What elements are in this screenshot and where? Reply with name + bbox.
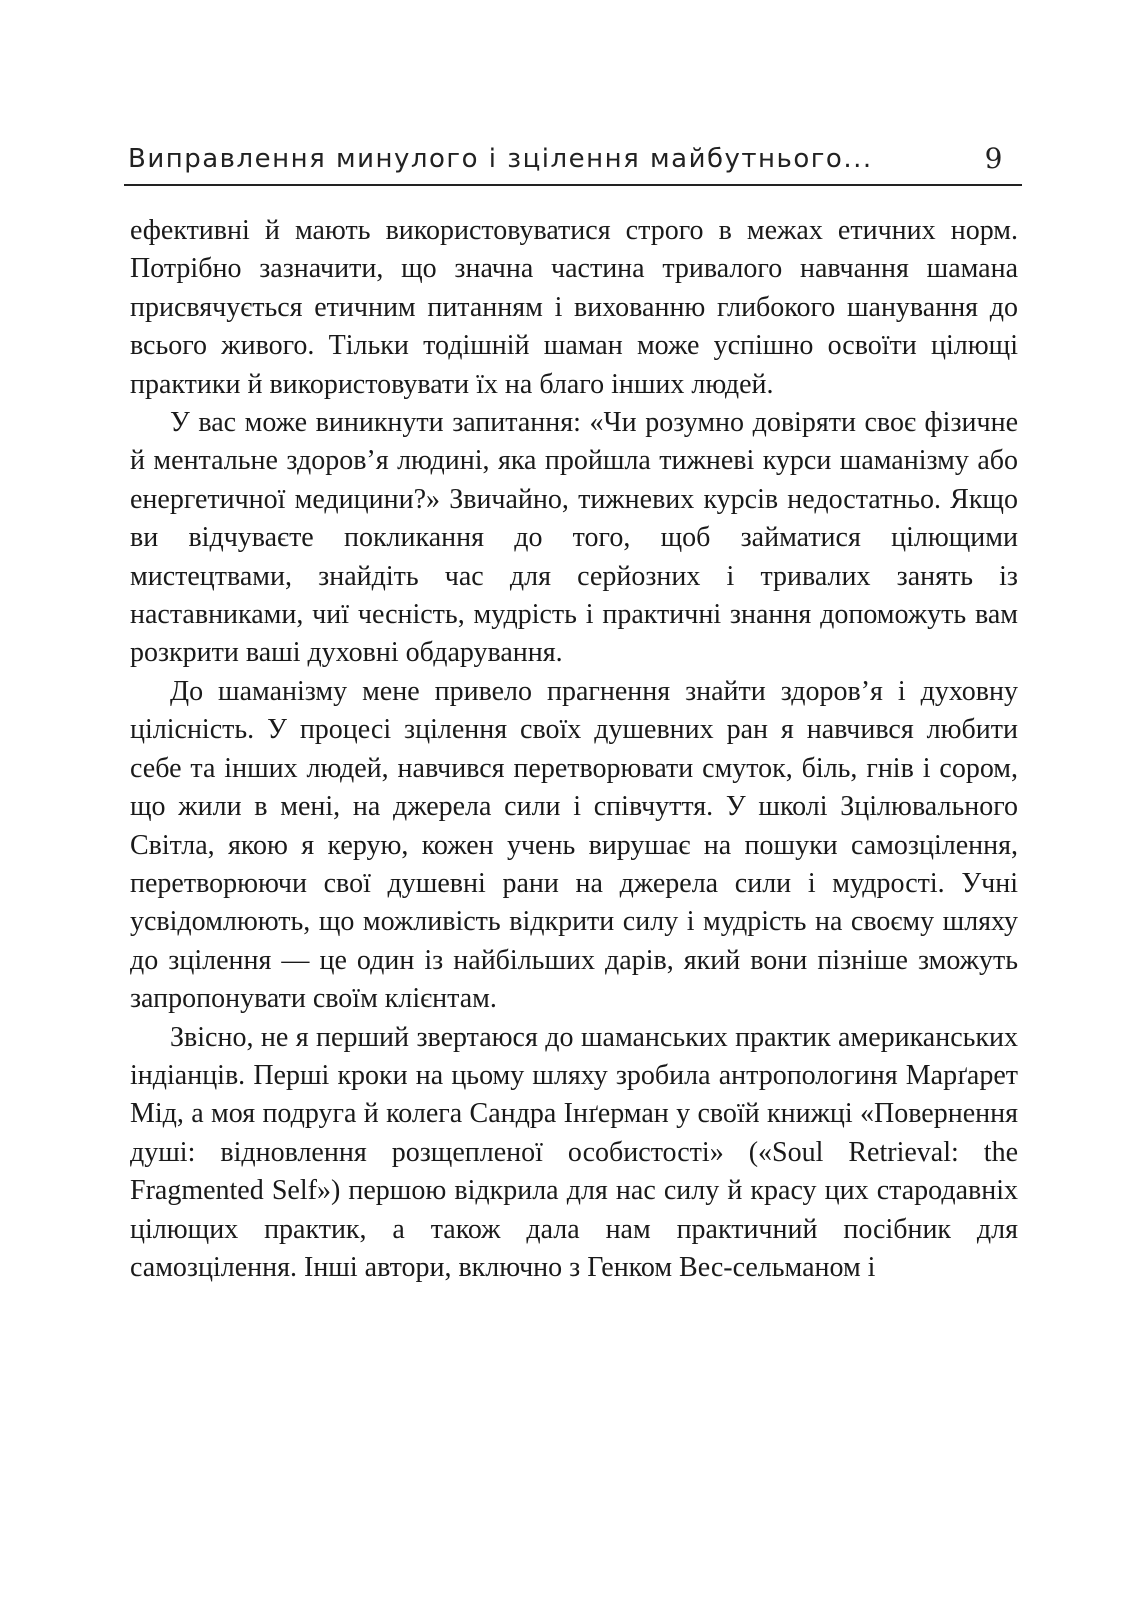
paragraph-1: ефективні й мають використовуватися строго в межах етичних норм. Потрібно зазначити, що значна частина тривалого навчання шамана присвячується етичним питанням і вихованню глибокого шанування до всього живого. Тільки тодішній шаман може успішно освоїти цілющі практики й використовувати їх на благо інших людей. <box>130 215 1018 400</box>
body-text <box>130 212 1018 1287</box>
page-number: 9 <box>984 142 1004 175</box>
running-header-title: Виправлення минулого і зцілення майбутнього... <box>128 144 873 174</box>
header-rule <box>124 184 1022 186</box>
paragraph-4: Звісно, не я перший звертаюся до шаманських практик американських індіанців. Перші кроки на цьому шляху зробила антропологиня Марґарет Мід, а моя подруга й колега Сандра Інґерман у своїй книжці «Повернення душі: відновлення розщепленої особистості» («Soul Retrieval: the Fragmented Self») першою відкрила для нас силу й красу цих стародавніх цілющих практик, а також дала нам практичний посібник для самозцілення. Інші автори, включно з Генком Вес-сельманом і <box>130 1021 1018 1283</box>
running-header <box>128 140 1016 184</box>
paragraph-2: У вас може виникнути запитання: «Чи розумно довіряти своє фізичне й ментальне здоров’я людині, яка пройшла тижневі курси шаманізму або енергетичної медицини?» Звичайно, тижневих курсів недостатньо. Якщо ви відчуваєте покликання до того, щоб займатися цілющими мистецтвами, знайдіть час для серйозних і тривалих занять із наставниками, чиї чесність, мудрість і практичні знання допоможуть вам розкрити ваші духовні обдарування. <box>130 407 1018 669</box>
paragraph-3: До шаманізму мене привело прагнення знайти здоров’я і духовну цілісність. У процесі зцілення своїх душевних ран я навчився любити себе та інших людей, навчився перетворювати смуток, біль, гнів і сором, що жили в мені, на джерела сили і співчуття. У школі Зцілювального Світла, якою я керую, кожен учень вирушає на пошуки самозцілення, перетворюючи свої душевні рани на джерела сили і мудрості. Учні усвідомлюють, що можливість відкрити силу і мудрість на своєму шляху до зцілення — це один із найбільших дарів, який вони пізніше зможуть запропонувати своїм клієнтам. <box>130 675 1018 1015</box>
